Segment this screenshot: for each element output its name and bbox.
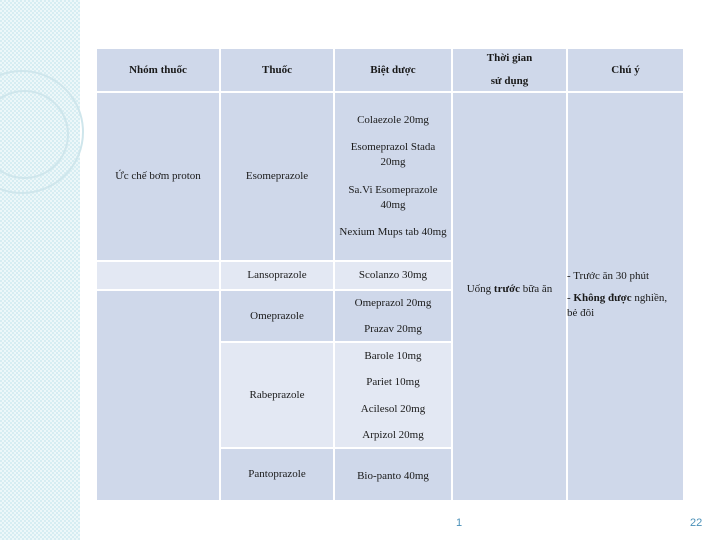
drug-cell-lansoprazole: [221, 262, 333, 289]
brand-arpizol: Arpizol 20mg: [362, 429, 424, 441]
drug-rabeprazole: Rabeprazole: [249, 388, 305, 401]
drug-cell-omeprazole: [221, 291, 333, 341]
group-cell: [97, 93, 219, 260]
header-drug-label: Thuốc: [262, 63, 292, 76]
time-instruction: [453, 283, 566, 295]
header-brand-label: Biệt dược: [370, 63, 416, 76]
brand-scolanzo: Scolanzo 30mg: [358, 269, 428, 281]
drug-pantoprazole: Pantoprazole: [248, 468, 306, 481]
header-group: [97, 49, 219, 91]
brand-barole: Barole 10mg: [364, 350, 422, 362]
brand-nexium: Nexium Mups tab 40mg: [339, 226, 447, 238]
footer-left-number: 1: [456, 517, 463, 529]
time-bold: trước: [493, 283, 521, 295]
note-line2-bold: Không được: [573, 291, 632, 304]
brand-savi: [335, 183, 451, 214]
note-line2-suffix: nghiền,: [631, 291, 668, 304]
time-cell: [453, 93, 566, 500]
drug-omeprazole: Omeprazole: [250, 309, 304, 322]
brand-savi-line1: Sa.Vi Esomeprazole: [348, 184, 438, 196]
brand-esomeprazol-stada-line1: Esomeprazol Stada: [350, 141, 436, 153]
group-name: Ức chế bơm proton: [115, 170, 201, 183]
drug-lansoprazole: Lansoprazole: [247, 269, 307, 282]
header-group-label: Nhóm thuốc: [129, 63, 187, 76]
time-suffix: bữa ăn: [520, 283, 553, 295]
note-line2: [567, 291, 683, 306]
drug-cell-rabeprazole: [221, 343, 333, 447]
brand-acilesol: Acilesol 20mg: [360, 403, 426, 415]
brand-esomeprazol-stada-line2: 20mg: [380, 156, 406, 169]
brand-prazav: Prazav 20mg: [364, 323, 422, 335]
header-time-line2: sử dụng: [490, 75, 529, 88]
note-line1: - Trước ăn 30 phút: [567, 270, 650, 282]
note-line3: bẻ đôi: [567, 306, 595, 319]
brand-biopanto: Bio-panto 40mg: [357, 470, 429, 482]
drug-esomeprazole: Esomeprazole: [245, 170, 309, 183]
drug-cell-pantoprazole: [221, 449, 333, 500]
page-number: 22: [690, 517, 703, 529]
drug-cell-esomeprazole: [221, 93, 333, 260]
header-time: [453, 49, 566, 91]
header-note-label: Chú ý: [611, 63, 640, 76]
header-time-line1: Thời gian: [486, 52, 533, 64]
time-prefix: Uống: [466, 283, 494, 295]
header-note: [568, 49, 683, 91]
brand-colaezole: Colaezole 20mg: [357, 114, 429, 126]
group-cell-empty: [97, 262, 219, 289]
brand-savi-line2: 40mg: [380, 199, 406, 212]
group-cell-empty: [97, 291, 219, 500]
brand-pariet: Pariet 10mg: [366, 376, 420, 388]
brand-omeprazol: Omeprazol 20mg: [354, 297, 432, 309]
header-drug: [221, 49, 333, 91]
brand-esomeprazol-stada: [335, 140, 451, 171]
header-brand: [335, 49, 451, 91]
note-line2-prefix: -: [567, 291, 574, 304]
note-text: [567, 269, 683, 321]
